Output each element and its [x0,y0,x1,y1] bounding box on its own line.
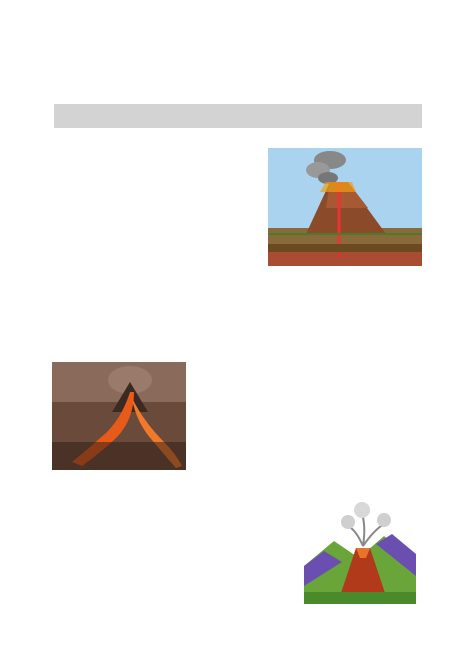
volcano-cross-section-image [268,148,422,266]
volcano-clipart-image [304,496,416,604]
title-bar [54,104,422,128]
lava-flow-image [52,362,186,470]
